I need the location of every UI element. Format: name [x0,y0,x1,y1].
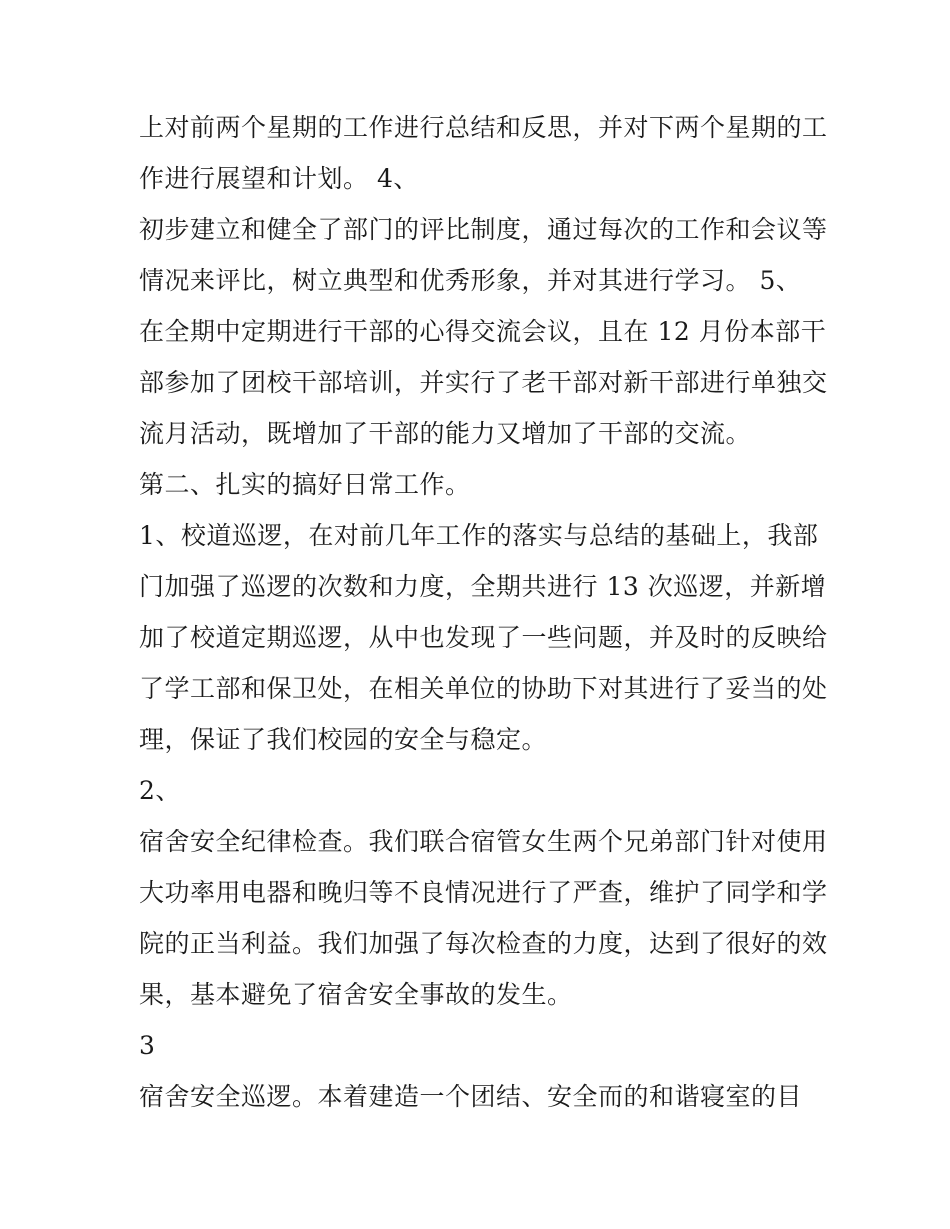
text-line-12: 了学工部和保卫处，在相关单位的协助下对其进行了妥当的处 [139,674,828,703]
text-line-13: 理，保证了我们校园的安全与稳定。 [139,725,548,754]
section-heading: 第二、扎实的搞好日常工作。 [139,470,471,499]
text-line-18: 果，基本避免了宿舍安全事故的发生。 [139,980,573,1009]
text-line-17: 院的正当利益。我们加强了每次检查的力度，达到了很好的效 [139,929,828,958]
text-line-15: 宿舍安全纪律检查。我们联合宿管女生两个兄弟部门针对使用 [139,827,828,856]
text-line-11: 加了校道定期巡逻，从中也发现了一些问题，并及时的反映给 [139,623,828,652]
text-line-3: 初步建立和健全了部门的评比制度，通过每次的工作和会议等 [139,215,828,244]
text-line-10: 门加强了巡逻的次数和力度，全期共进行 13 次巡逻，并新增 [139,572,827,601]
text-line-6: 部参加了团校干部培训，并实行了老干部对新干部进行单独交 [139,368,828,397]
text-line-16: 大功率用电器和晚归等不良情况进行了严查，维护了同学和学 [139,878,828,907]
text-line-1: 上对前两个星期的工作进行总结和反思，并对下两个星期的工 [139,113,828,142]
list-number-3: 3 [139,1031,156,1060]
text-line-2: 作进行展望和计划。 4、 [139,164,419,193]
text-line-20: 宿舍安全巡逻。本着建造一个团结、安全而的和谐寝室的目 [139,1082,803,1111]
text-line-7: 流月活动，既增加了干部的能力又增加了干部的交流。 [139,419,752,448]
list-number-2: 2、 [139,776,181,805]
text-line-4: 情况来评比，树立典型和优秀形象，并对其进行学习。 5、 [139,266,802,295]
text-line-9: 1、校道巡逻，在对前几年工作的落实与总结的基础上，我部 [139,521,819,550]
document-body [139,102,829,1122]
text-line-5: 在全期中定期进行干部的心得交流会议，且在 12 月份本部干 [139,317,827,346]
